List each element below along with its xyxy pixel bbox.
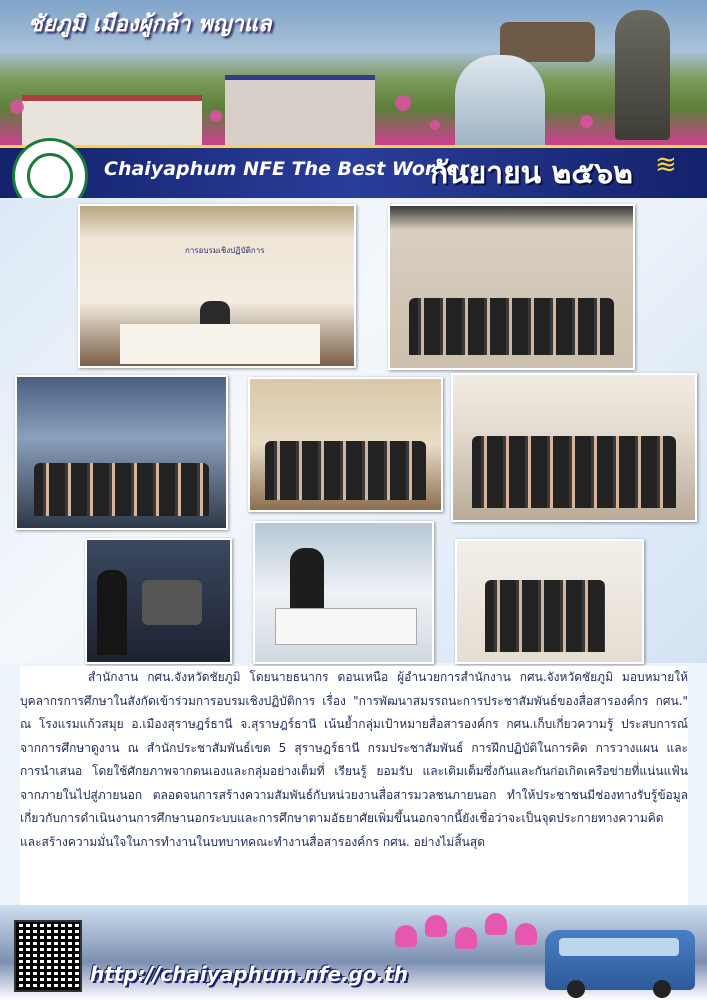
header-banner [0,0,707,145]
bus-window [559,938,679,956]
website-link[interactable]: http://chaiyaphum.nfe.go.th [90,962,409,986]
title-thai-date: กันยายน ๒๕๖๒ [430,156,633,191]
flower-decoration [430,120,440,130]
camera-operator-photo [85,538,232,664]
large-group-photo [451,373,697,522]
radio-desk-photo [248,377,443,512]
flower-decoration [395,925,417,947]
operator-figure [97,570,127,655]
flower-decoration [210,110,222,122]
mixing-console [275,608,417,645]
bus-wheel [567,980,585,998]
host-figure [290,548,324,608]
large-group-people [472,436,675,509]
radio-booth-photo [253,521,434,664]
bus-image [545,930,695,990]
studio-people [34,463,210,516]
building-center-image [225,75,375,145]
group-people [409,298,613,355]
flower-decoration [515,923,537,945]
flower-decoration [580,115,593,128]
flower-decoration [10,100,24,114]
group-photo-stage [388,204,635,370]
article-body: สำนักงาน กศน.จังหวัดชัยภูมิ โดยนายธนากร ดอนเหนือ ผู้อำนวยการสำนักงาน กศน.จังหวัดชัยภูมิ มอบหมายให้บุคลากรการศึกษาในสังกัดเข้าร่วมการอบรมเชิงปฏิบัติการ เรื่อง "การพัฒนาสมรรถนะการประชาสัมพันธ์ของสื่อสารองค์กร กศน." ณ โรงแรมแก้วสมุย อ.เมืองสุราษฎร์ธานี จ.สุราษฎร์ธานี เน้นย้ำกลุ่มเป้าหมายสื่อสารองค์กร กศน.เก็บเกี่ยวความรู้ ประสบการณ์ จากการศึกษาดูงาน ณ สำนักประชาสัมพันธ์เขต 5 สุราษฎร์ธานี กรมประชาสัมพันธ์ การฝึกปฏิบัติในการคิด การวางแผน และการนำเสนอ โดยใช้ศักยภาพจากตนเองและกลุ่มอย่างเต็มที่ เรียนรู้ ยอมรับ และเติมเต็มซึ่งกันและกันก่อเกิดเครือข่ายที่แน่นแฟ้น จากภายในไปสู่ภายนอก ตลอดจนการสร้างความสัมพันธ์กับหน่วยงานสื่อสารมวลชนภายนอก ทำให้ประชาชนมีช่องทางรับรู้ข้อมูลเกี่ยวกับการดำเนินงานการศึกษานอกระบบและการศึกษาตามอัธยาศัยเพิ่มขึ้นนอกจากนี้ยังเชื่อว่าจะเป็นจุดประกายทางความคิด และสร้างความมั่นใจในการทำงานในบทบาทคณะทำงานสื่อสารองค์กร กศน. อย่างไม่สิ้นสุด [20,666,688,906]
statue-image [615,10,670,140]
small-group-people [485,580,605,653]
camera-icon [142,580,202,625]
podium-table [120,324,320,364]
flower-decoration [485,913,507,935]
bus-wheel [653,980,671,998]
logo-emblem-icon [27,153,73,199]
waterfall-image [455,55,545,145]
small-group-photo [455,539,644,664]
header-tagline: ชัยภูมิ เมืองผู้กล้า พญาแล [28,11,272,37]
desk-people [265,441,425,500]
title-english: Chaiyaphum NFE The Best Worker [104,158,469,180]
swirl-icon: ≋ [655,150,677,180]
flower-decoration [455,927,477,949]
flower-decoration [395,95,411,111]
flower-decoration [425,915,447,937]
qr-code-icon[interactable] [14,920,82,992]
tv-studio-photo [15,375,228,530]
training-stage-photo [78,204,356,368]
stage-sign-text: การอบรมเชิงปฏิบัติการ [185,246,265,255]
